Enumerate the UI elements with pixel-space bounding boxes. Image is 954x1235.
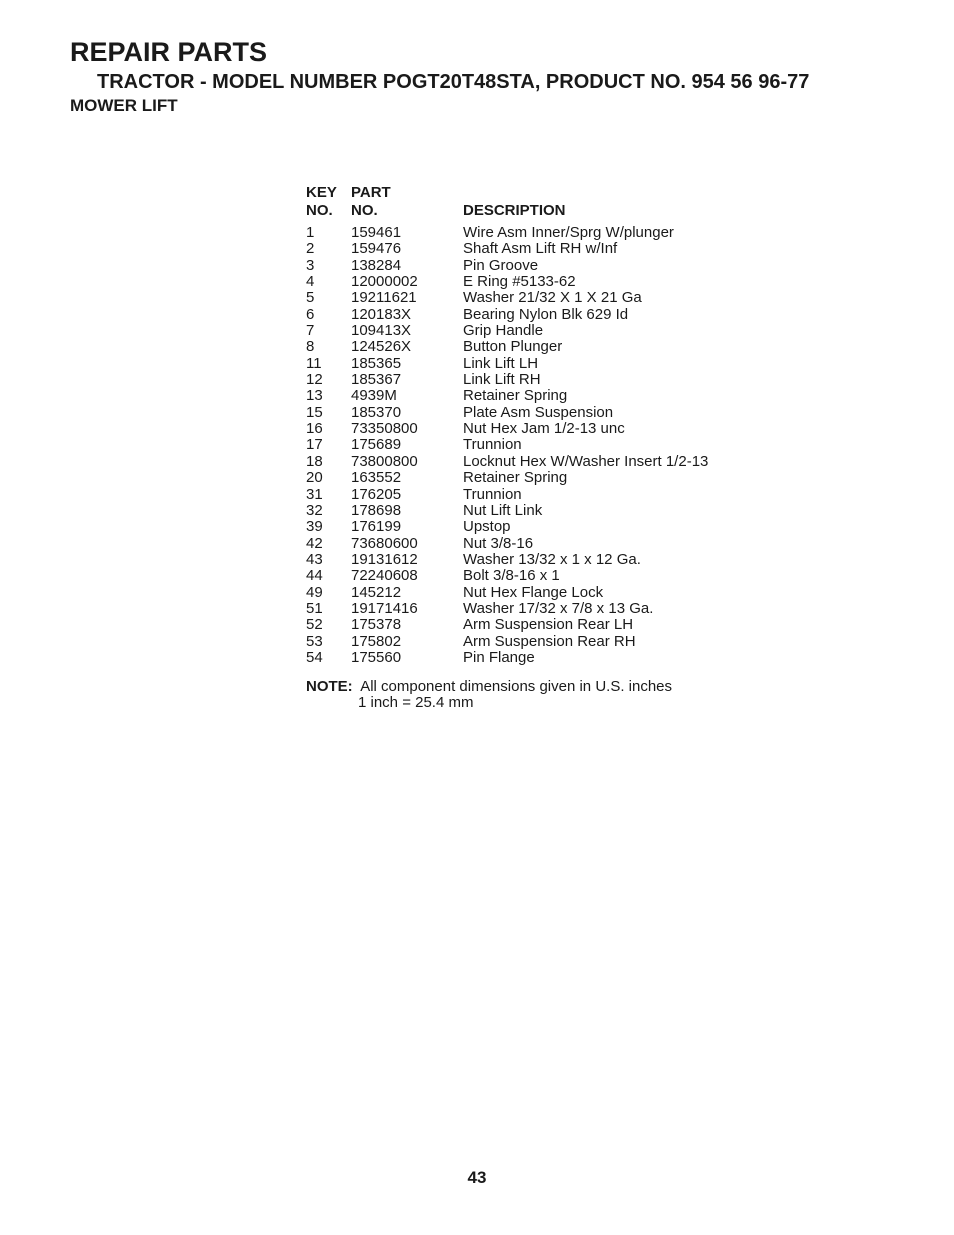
key-no: 39 [306,518,323,536]
part-description: Plate Asm Suspension [463,403,614,421]
part-no: 124526X [351,338,412,356]
part-description: Wire Asm Inner/Sprg W/plunger [463,224,674,241]
part-no: 176199 [351,518,402,536]
part-description: Bearing Nylon Blk 629 Id [463,305,629,323]
key-no: 3 [306,256,315,274]
part-no: 159476 [351,240,402,258]
part-no: 185367 [351,371,402,389]
header-key-line1: KEY [306,184,337,201]
part-description: Washer 21/32 X 1 X 21 Ga [463,289,642,307]
part-description: Retainer Spring [463,387,568,405]
part-description: Locknut Hex W/Washer Insert 1/2-13 [463,452,709,470]
header-description: DESCRIPTION [463,202,566,219]
part-no: 12000002 [351,273,418,291]
part-no: 175689 [351,436,402,454]
key-no: 6 [306,305,315,323]
part-description: Washer 17/32 x 7/8 x 13 Ga. [463,599,654,617]
part-no: 73350800 [351,420,418,438]
key-no: 42 [306,534,323,552]
key-no: 16 [306,420,323,438]
key-no: 52 [306,616,323,634]
part-description: Nut Hex Jam 1/2-13 unc [463,420,625,438]
part-description: Nut Lift Link [463,501,543,519]
model-subtitle: TRACTOR - MODEL NUMBER POGT20T48STA, PRODUCT NO. 954 56 96-77 [97,71,810,93]
part-no: 176205 [351,485,402,503]
note-label: NOTE: [306,678,353,695]
part-no: 72240608 [351,567,418,585]
key-no: 53 [306,632,323,650]
part-no: 19131612 [351,550,418,568]
key-no: 2 [306,240,315,258]
part-no: 185365 [351,354,402,372]
part-description: Upstop [463,518,511,536]
key-no: 13 [306,387,323,405]
key-no: 31 [306,485,323,503]
part-description: Grip Handle [463,322,544,340]
part-no: 73680600 [351,534,418,552]
part-no: 138284 [351,256,402,274]
part-no: 175802 [351,632,402,650]
part-no: 73800800 [351,452,418,470]
note-line1: All component dimensions given in U.S. inches [360,678,673,695]
part-no: 19171416 [351,599,418,617]
part-no: 120183X [351,305,412,323]
part-no: 185370 [351,403,402,421]
part-description: Washer 13/32 x 1 x 12 Ga. [463,550,641,568]
note [306,679,672,711]
header-key-line2: NO. [306,202,333,219]
part-description: Button Plunger [463,338,563,356]
section-heading: MOWER LIFT [70,96,178,115]
part-description: Arm Suspension Rear LH [463,616,634,634]
key-no: 11 [306,354,322,372]
part-description: Bolt 3/8-16 x 1 [463,567,560,585]
key-no: 4 [306,273,315,291]
key-no: 8 [306,338,315,356]
note-line2: 1 inch = 25.4 mm [358,694,474,711]
key-no: 51 [306,599,323,617]
part-no: 175378 [351,616,402,634]
part-description: Link Lift LH [463,354,539,372]
key-no: 7 [306,322,315,340]
part-description: Pin Groove [463,256,539,274]
part-description: Nut Hex Flange Lock [463,583,604,601]
part-no: 145212 [351,583,402,601]
page-number: 43 [467,1168,487,1187]
key-no: 15 [306,403,323,421]
part-no: 163552 [351,469,402,487]
page-title: REPAIR PARTS [70,37,268,67]
part-no: 159461 [351,224,402,241]
key-no: 5 [306,289,315,307]
part-description: Trunnion [463,436,522,454]
part-description: Nut 3/8-16 [463,534,534,552]
part-description: Shaft Asm Lift RH w/Inf [463,240,618,258]
key-no: 12 [306,371,323,389]
header-part-line2: NO. [351,202,378,219]
key-no: 49 [306,583,323,601]
part-description: Retainer Spring [463,469,568,487]
key-no: 20 [306,469,323,487]
key-no: 17 [306,436,323,454]
part-no: 19211621 [351,289,417,307]
part-no: 178698 [351,501,402,519]
key-no: 54 [306,648,323,666]
part-description: Link Lift RH [463,371,541,389]
key-no: 18 [306,452,323,470]
key-no: 1 [306,224,315,241]
part-no: 109413X [351,322,412,340]
part-no: 4939M [351,387,397,405]
part-description: Trunnion [463,485,522,503]
key-no: 32 [306,501,323,519]
header-part-line1: PART [351,184,391,201]
part-description: E Ring #5133-62 [463,273,576,291]
part-description: Arm Suspension Rear RH [463,632,636,650]
key-no: 43 [306,550,323,568]
key-no: 44 [306,567,323,585]
part-no: 175560 [351,648,402,666]
part-description: Pin Flange [463,648,535,666]
